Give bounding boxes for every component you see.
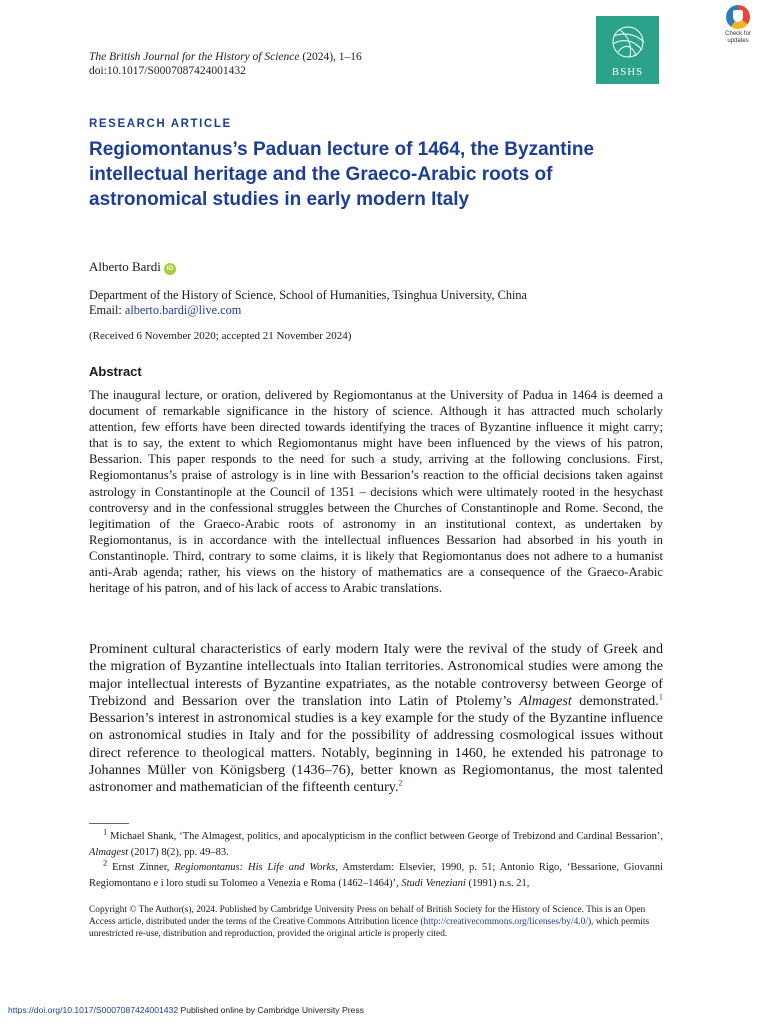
badge-line-2: updates xyxy=(727,38,749,44)
article-type: RESEARCH ARTICLE xyxy=(89,118,232,130)
bshs-logo-text: BSHS xyxy=(611,66,644,78)
globe-icon xyxy=(606,22,649,62)
author-name[interactable]: Alberto Bardi xyxy=(89,259,161,274)
footnote-1: $^1$ Michael Shank, ‘The Almagest, politics, and apocalypticism in the conflict between George of Trebizond and Cardinal Bessarion’, Almagest (2017) 8(2), pp. 49–83. xyxy=(89,826,663,858)
bshs-logo[interactable] xyxy=(596,16,659,84)
published-online: Published online by Cambridge University Press xyxy=(178,1005,364,1015)
journal-doi: doi:10.1017/S0007087424001432 xyxy=(89,65,246,77)
bookmark-icon xyxy=(726,5,750,29)
body-paragraph: Prominent cultural characteristics of early modern Italy were the revival of the study of Greek and the migration of Byzantine intellectuals into Italian territories. Astronomical studies were among the major intellectual interests of Byzantine expatriates, as the notable controversy between George of Trebizond and Bessarion over the translation into Latin of Ptolemy’s Almagest demonstrated.$^1$ Bessarion’s interest in astronomical studies is a key example for the study of the Byzantine influence on astronomical studies in Italy and for the possibility of addressing cosmological issues without direct reference to theological matters. Notably, beginning in 1460, he extended his patronage to Johannes Müller von Königsberg (1436–76), better known as Regiomontanus, the most talented astronomer and mathematician of the fifteenth century.$^2$ xyxy=(89,641,663,795)
footnote-divider xyxy=(89,823,129,824)
journal-year-pages: (2024), 1–16 xyxy=(299,51,362,63)
author-line xyxy=(89,259,176,275)
affiliation xyxy=(89,288,689,318)
license-link[interactable]: http://creativecommons.org/licenses/by/4.0/ xyxy=(423,916,588,927)
footnote-2: $^2$ Ernst Zinner, Regiomontanus: His Life and Works, Amsterdam: Elsevier, 1990, p. 51; Antonio Rigo, ‘Bessarione, Giovanni Regiomontano e i loro studi su Tolomeo a Venezia e Roma (1462–1464)’, Studi Veneziani (1991) n.s. 21, xyxy=(89,857,663,889)
email-label: Email: xyxy=(89,303,125,317)
footnotes xyxy=(89,826,663,891)
orcid-icon[interactable]: iD xyxy=(164,263,176,275)
abstract-text: The inaugural lecture, or oration, delivered by Regiomontanus at the University of Padua in 1464 is deemed a document of remarkable significance in the history of science. Although it has attracted much scholarly attention, few efforts have been directed towards identifying the traces of Byzantine influence it might carry; that is to say, the extent to which Regiomontanus might have been influenced by the views of his patron, Bessarion. This paper responds to the need for such a study, arriving at the following conclusions. First, Regiomontanus’s praise of astrology is in line with Bessarion’s reaction to the official decisions taken against astrology in Constantinople at the Council of 1351 – decisions which were ultimately rooted in the hesychast controversy and in the confessional struggles between the Churches of Constantinople and Rome. Second, the legitimation of the Graeco-Arabic roots of astronomy in an institutional context, as undertaken by Regiomontanus, is in accordance with the intellectual influences Bessarion had absorbed in his youth in Constantinople. Third, contrary to some claims, it is likely that Regiomontanus does not adhere to a humanist anti-Arab agenda; rather, his views on the history of mathematics are a consequence of the Graeco-Arabic heritage of his patron, and of his lack of access to Arabic translations. xyxy=(89,388,663,596)
received-dates: (Received 6 November 2020; accepted 21 November 2024) xyxy=(89,330,352,342)
doi-link[interactable]: https://doi.org/10.1017/S0007087424001432 xyxy=(8,1005,179,1015)
article-title: Regiomontanus’s Paduan lecture of 1464, the Byzantine intellectual heritage and the Graeco-Arabic roots of astronomical studies in early modern Italy xyxy=(89,139,595,210)
journal-name: The British Journal for the History of Science xyxy=(89,51,300,63)
badge-line-1: Check for xyxy=(725,31,751,37)
check-for-updates-badge[interactable] xyxy=(718,5,758,47)
publication-footer xyxy=(8,1005,364,1015)
footnote-ref-1[interactable]: 1 xyxy=(658,691,663,702)
abstract-heading: Abstract xyxy=(89,364,142,379)
journal-citation xyxy=(89,50,362,78)
footnote-ref-2[interactable]: 2 xyxy=(398,777,403,788)
department: Department of the History of Science, School of Humanities, Tsinghua University, China xyxy=(89,288,527,302)
copyright-notice: Copyright © The Author(s), 2024. Published by Cambridge University Press on behalf of British Society for the History of Science. This is an Open Access article, distributed under the terms of the Creative Commons Attribution licence (http://creativecommons.org/licenses/by/4.0/), which permits unrestricted re-use, distribution and reproduction, provided the original article is properly cited. xyxy=(89,905,650,939)
email-link[interactable]: alberto.bardi@live.com xyxy=(124,303,242,317)
